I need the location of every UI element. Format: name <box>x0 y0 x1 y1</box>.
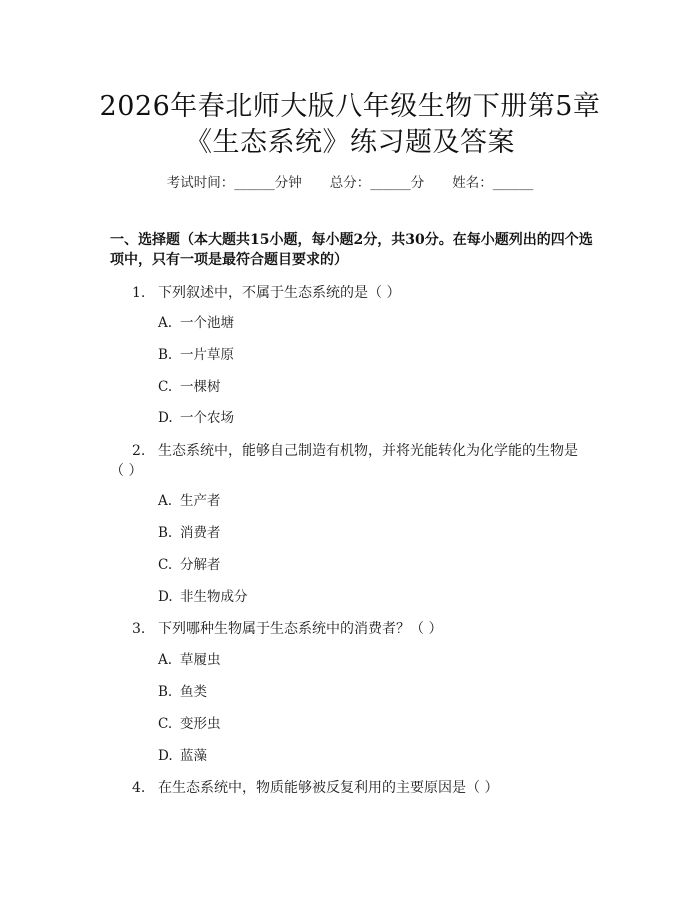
option-d <box>158 408 234 428</box>
option-letter: B. <box>158 347 173 363</box>
option-letter: C. <box>158 557 173 573</box>
option-text: 生产者 <box>180 493 221 509</box>
exam-info-row <box>0 171 700 191</box>
option-d <box>158 587 248 607</box>
option-text: 一棵树 <box>180 379 221 395</box>
option-text: 一片草原 <box>180 347 234 363</box>
student-name-field: 姓名：______ <box>452 175 534 191</box>
option-text: 非生物成分 <box>180 589 248 605</box>
option-a <box>158 491 221 511</box>
option-letter: A. <box>158 315 173 331</box>
exam-time-field: 考试时间：______分钟 <box>166 175 302 191</box>
option-b <box>158 682 207 702</box>
option-letter: B. <box>158 525 173 541</box>
option-text: 消费者 <box>180 525 221 541</box>
option-text: 一个农场 <box>180 410 234 426</box>
option-letter: C. <box>158 716 173 732</box>
option-text: 变形虫 <box>180 716 221 732</box>
option-letter: D. <box>158 410 173 426</box>
question-number: 2. <box>132 443 146 459</box>
question-1 <box>110 283 590 303</box>
option-c <box>158 555 221 575</box>
section-heading: 一、选择题（本大题共15小题，每小题2分，共30分。在每小题列出的四个选项中，只有一项是最符合题目要求的） <box>110 232 593 268</box>
page-title-line-1: 2026年春北师大版八年级生物下册第5章 <box>99 91 601 122</box>
question-3 <box>110 619 590 639</box>
option-letter: C. <box>158 379 173 395</box>
option-letter: A. <box>158 652 173 668</box>
option-a <box>158 650 221 670</box>
option-text: 鱼类 <box>180 684 207 700</box>
option-a <box>158 313 234 333</box>
option-letter: B. <box>158 684 173 700</box>
question-text: 在生态系统中，物质能够被反复利用的主要原因是（ ） <box>158 780 499 796</box>
question-number: 3. <box>132 621 146 637</box>
question-text: 生态系统中，能够自己制造有机物，并将光能转化为化学能的生物是（ ） <box>110 443 578 479</box>
question-text: 下列哪种生物属于生态系统中的消费者？（ ） <box>158 621 443 637</box>
option-d <box>158 746 207 766</box>
question-2 <box>110 441 580 481</box>
option-text: 蓝藻 <box>180 748 207 764</box>
option-c <box>158 714 221 734</box>
page-title-line-2: 《生态系统》练习题及答案 <box>185 127 515 158</box>
question-number: 1. <box>132 285 146 301</box>
question-text: 下列叙述中，不属于生态系统的是（ ） <box>158 285 401 301</box>
option-text: 一个池塘 <box>180 315 234 331</box>
option-b <box>158 523 221 543</box>
total-score-field: 总分：______分 <box>329 175 425 191</box>
option-c <box>158 377 221 397</box>
option-letter: D. <box>158 748 173 764</box>
option-text: 草履虫 <box>180 652 221 668</box>
option-letter: D. <box>158 589 173 605</box>
question-4 <box>110 778 590 798</box>
option-letter: A. <box>158 493 173 509</box>
question-number: 4. <box>132 780 146 796</box>
option-text: 分解者 <box>180 557 221 573</box>
option-b <box>158 345 234 365</box>
